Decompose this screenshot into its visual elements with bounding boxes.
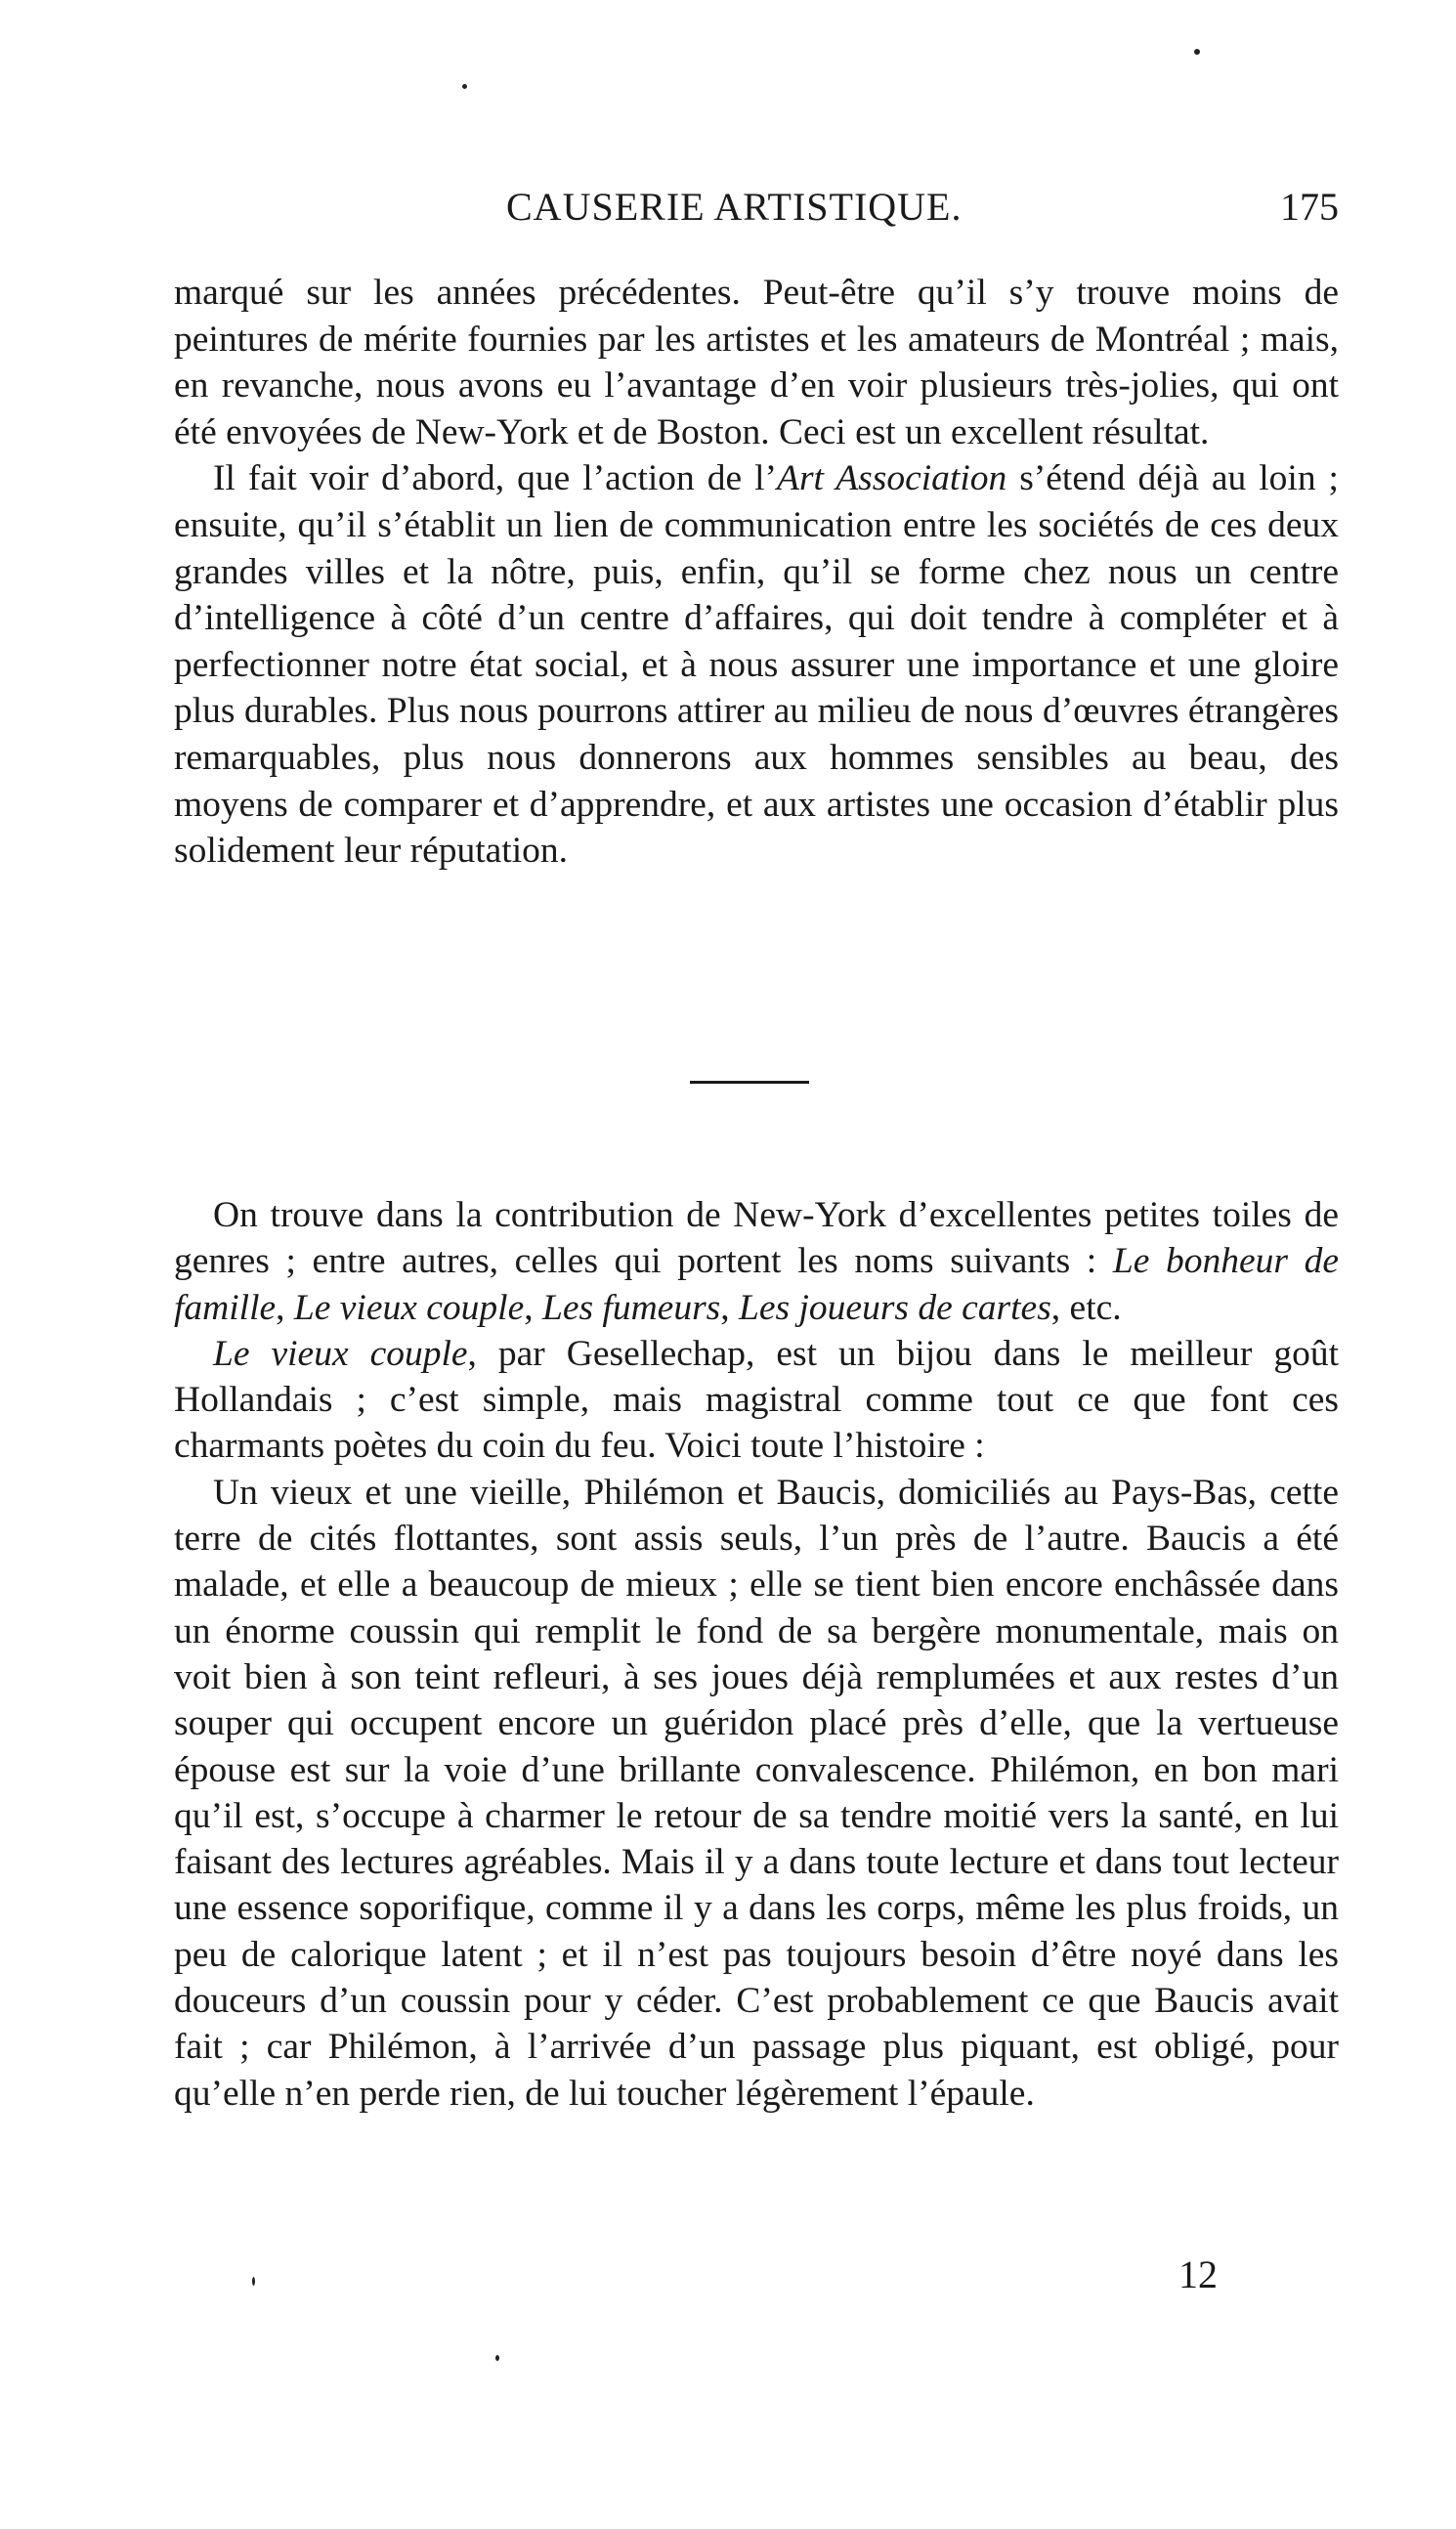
painting-title: Les joueurs de cartes	[739, 1287, 1051, 1328]
ink-speck	[462, 84, 467, 89]
ink-speck	[252, 2277, 255, 2286]
painting-title: Le vieux couple	[213, 1333, 468, 1374]
ink-speck	[1194, 49, 1200, 55]
section-divider	[690, 1081, 809, 1084]
italic-term: Art Association	[777, 458, 1007, 499]
paragraph: Le vieux couple, par Gesellechap, est un bijou dans le meilleur goût Hollandais ; c’est simple, mais magistral comme tout ce que font ces charmants poètes du coin du feu. Voici toute l’histoire :	[174, 1333, 1340, 1467]
paragraph: Un vieux et une vieille, Philémon et Baucis, domiciliés au Pays-Bas, cette terre de cités flottantes, sont assis seuls, l’un près de l’autre. Baucis a été malade, et elle a beaucoup de mieux ; elle se tient bien encore enchâssée dans un énorme coussin qui remplit le fond de sa bergère monumentale, mais on voit bien à son teint refleuri, à ses joues déjà remplumées et aux restes d’un souper qui occupent encore un guéridon placé près d’elle, que la vertueuse épouse est sur la voie d’une brillante convalescence. Philémon, en bon mari qu’il est, s’occupe à charmer le retour de sa tendre moitié vers la santé, en lui faisant des lectures agréables. Mais il y a dans toute lecture et dans tout lecteur une essence soporifique, comme il y a dans les corps, même les plus froids, un peu de calorique latent ; et il n’est pas toujours besoin d’être noyé dans les douceurs d’un coussin pour y céder. C’est probablement ce que Baucis avait fait ; car Philémon, à l’arrivée d’un passage plus piquant, est obligé, pour qu’elle n’en perde rien, de lui toucher légèrement l’épaule.	[174, 1472, 1339, 2114]
ink-speck	[495, 2355, 499, 2361]
paragraph: marqué sur les années précédentes. Peut-être qu’il s’y trouve moins de peintures de mérite fournies par les artistes et les amateurs de Montréal ; mais, en revanche, nous avons eu l’avantage d’en voir plusieurs très-jolies, qui ont été envoyées de New-York et de Boston. Ceci est un excellent résultat.	[174, 273, 1339, 452]
paragraph: On trouve dans la contribution de New-York d’excellentes petites toiles de genres ; entre autres, celles qui portent les noms suivants : Le bonheur de famille, Le vieux couple, Les fumeurs, Les joueurs de cartes, etc.	[174, 1195, 1340, 1328]
running-title: CAUSERIE ARTISTIQUE.	[506, 185, 963, 229]
painting-title: Le vieux couple	[293, 1287, 525, 1328]
signature-mark: 12	[1178, 2252, 1218, 2296]
page-number: 175	[1280, 185, 1339, 229]
text-block-bottom	[174, 1192, 1339, 2117]
paragraph: Il fait voir d’abord, que l’action de l’Art Association s’étend déjà au loin ; ensuite, qu’il s’établit un lien de communication entre les sociétés de ces deux grandes villes et la nôtre, puis, enfin, qu’il se forme chez nous un centre d’intelligence à côté d’un centre d’affaires, qui doit tendre à compléter et à perfectionner notre état social, et à nous assurer une importance et une gloire plus durables. Plus nous pourrons attirer au milieu de nous d’œuvres étrangères remarquables, plus nous donnerons aux hommes sensibles au beau, des moyens de comparer et d’apprendre, et aux artistes une occasion d’établir plus solidement leur réputation.	[174, 458, 1339, 872]
painting-title: Les fumeurs	[541, 1287, 721, 1328]
running-header	[174, 184, 1339, 242]
text-block-top	[174, 270, 1339, 875]
painting-title: Le bonheur de famille	[174, 1241, 1340, 1328]
